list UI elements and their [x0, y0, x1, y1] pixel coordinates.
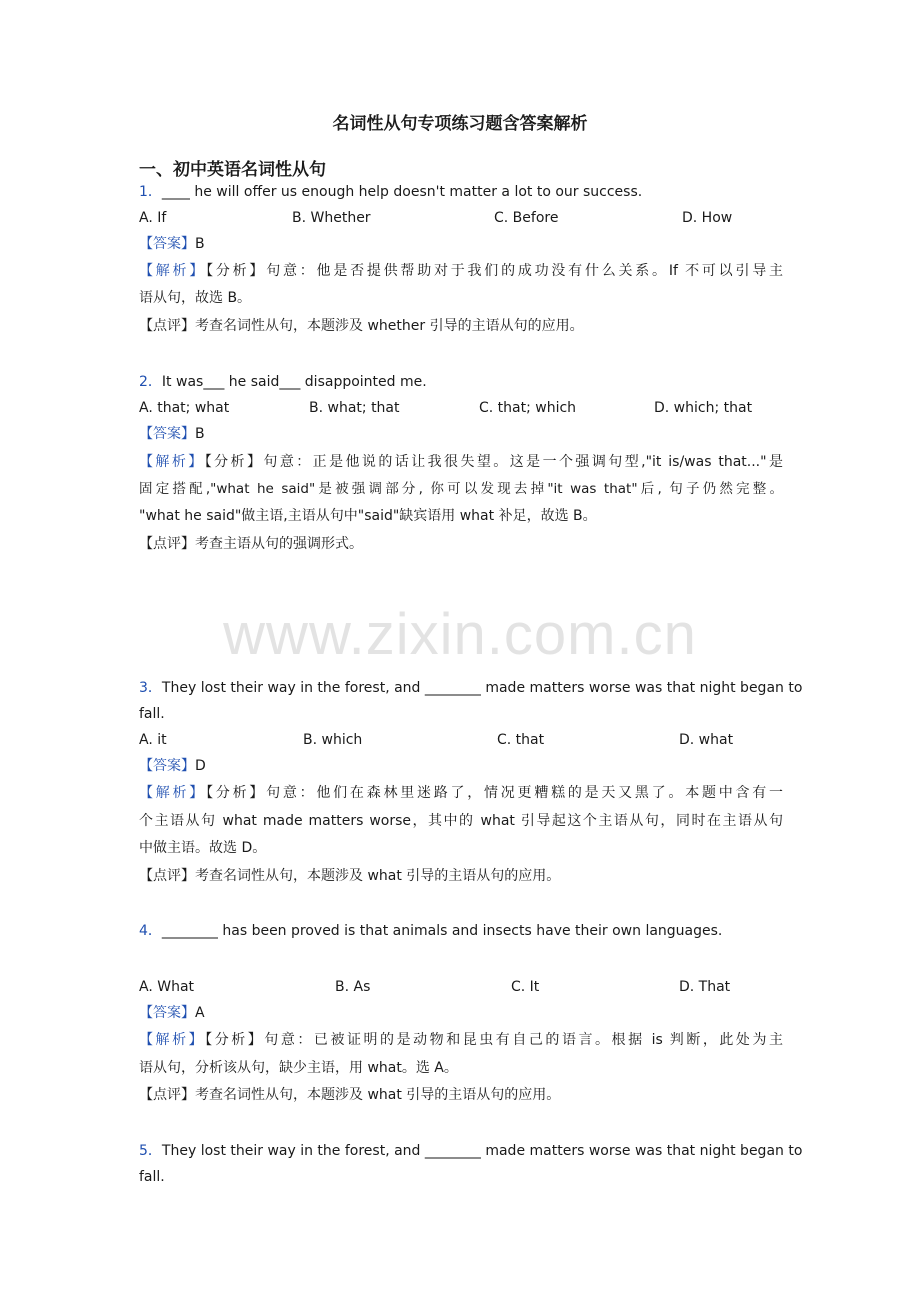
question-1-stem	[139, 182, 783, 202]
comment-text: 考查名词性从句，本题涉及 what 引导的主语从句的应用。	[195, 1087, 561, 1103]
watermark: www.zixin.com.cn	[223, 602, 697, 667]
answer-value: B	[195, 426, 205, 442]
answer-label: 【答案】	[139, 236, 195, 252]
option-c: C. that	[497, 732, 545, 748]
comment-label: 【点评】	[139, 1087, 195, 1103]
explanation-label: 【解析】	[139, 1032, 206, 1048]
answer-line	[139, 424, 783, 444]
answer-label: 【答案】	[139, 758, 195, 774]
comment-line	[139, 1085, 783, 1105]
answer-value: B	[195, 236, 205, 252]
question-text: They lost their way in the forest, and ________ made matters worse was that night began to	[161, 680, 803, 696]
explanation-line: 语从句，故选 B。	[139, 290, 252, 306]
explanation-text: 【分析】句意：正是他说的话让我很失望。这是一个强调句型,"it is/was that..."是	[204, 454, 783, 470]
question-text-continued: fall.	[139, 1169, 165, 1185]
question-2-stem	[139, 372, 783, 392]
question-number: 1．	[139, 184, 162, 200]
question-number: 3．	[139, 680, 162, 696]
answer-value: A	[195, 1005, 205, 1021]
option-a: A. If	[139, 210, 167, 226]
question-number: 2．	[139, 374, 162, 390]
comment-text: 考查名词性从句，本题涉及 whether 引导的主语从句的应用。	[195, 318, 584, 334]
option-a: A. What	[139, 979, 195, 995]
section-heading: 一、初中英语名词性从句	[139, 160, 326, 180]
explanation-line: "what he said"做主语,主语从句中"said"缺宾语用 what 补足，故选 B。	[139, 508, 597, 524]
answer-value: D	[195, 758, 206, 774]
answer-label: 【答案】	[139, 426, 195, 442]
option-b: B. Whether	[292, 210, 371, 226]
option-c: C. that; which	[479, 400, 577, 416]
explanation-text: 【分析】句意：他是否提供帮助对于我们的成功没有什么关系。If 不可以引导主	[206, 263, 783, 279]
option-d: D. How	[682, 210, 733, 226]
comment-text: 考查名词性从句，本题涉及 what 引导的主语从句的应用。	[195, 868, 561, 884]
comment-label: 【点评】	[139, 868, 195, 884]
option-d: D. which; that	[654, 400, 753, 416]
explanation-line	[139, 452, 783, 472]
answer-line	[139, 234, 783, 254]
explanation-line: 固定搭配,"what he said"是被强调部分, 你可以发现去掉"it was that"后, 句子仍然完整。	[139, 481, 783, 497]
question-5-stem	[139, 1141, 803, 1161]
comment-line: 【点评】考查主语从句的强调形式。	[139, 536, 363, 552]
explanation-line: 语从句，分析该从句，缺少主语，用 what。选 A。	[139, 1060, 458, 1076]
question-text-continued: fall.	[139, 706, 165, 722]
question-text: ____ he will offer us enough help doesn't matter a lot to our success.	[161, 184, 643, 200]
comment-line	[139, 866, 783, 886]
question-number: 4．	[139, 923, 162, 939]
question-3-stem	[139, 678, 803, 698]
option-d: D. what	[679, 732, 734, 748]
option-b: B. As	[335, 979, 371, 995]
option-a: A. it	[139, 732, 167, 748]
question-text: They lost their way in the forest, and ________ made matters worse was that night began to	[161, 1143, 803, 1159]
answer-label: 【答案】	[139, 1005, 195, 1021]
explanation-line: 中做主语。故选 D。	[139, 840, 267, 856]
option-c: C. Before	[494, 210, 559, 226]
explanation-text: 【分析】句意：他们在森林里迷路了，情况更糟糕的是天又黑了。本题中含有一	[206, 785, 784, 801]
option-d: D. That	[679, 979, 731, 995]
comment-line	[139, 316, 783, 336]
document-title: 名词性从句专项练习题含答案解析	[332, 114, 588, 134]
explanation-label: 【解析】	[139, 454, 205, 470]
comment-label: 【点评】	[139, 318, 195, 334]
option-a: A. that; what	[139, 400, 230, 416]
question-text: It was___ he said___ disappointed me.	[161, 374, 427, 390]
explanation-text: 【分析】句意：已被证明的是动物和昆虫有自己的语言。根据 is 判断，此处为主	[205, 1032, 784, 1048]
explanation-line: 个主语从句 what made matters worse，其中的 what 引导起这个主语从句，同时在主语从句	[139, 813, 783, 829]
explanation-line	[139, 261, 783, 281]
explanation-label: 【解析】	[139, 263, 207, 279]
answer-line	[139, 756, 783, 776]
question-text: ________ has been proved is that animals and insects have their own languages.	[161, 923, 723, 939]
explanation-line	[139, 783, 783, 803]
explanation-label: 【解析】	[139, 785, 207, 801]
option-b: B. what; that	[309, 400, 400, 416]
question-number: 5．	[139, 1143, 162, 1159]
option-b: B. which	[303, 732, 363, 748]
question-4-stem	[139, 921, 783, 941]
explanation-line	[139, 1030, 783, 1050]
option-c: C. It	[511, 979, 540, 995]
answer-line	[139, 1003, 783, 1023]
